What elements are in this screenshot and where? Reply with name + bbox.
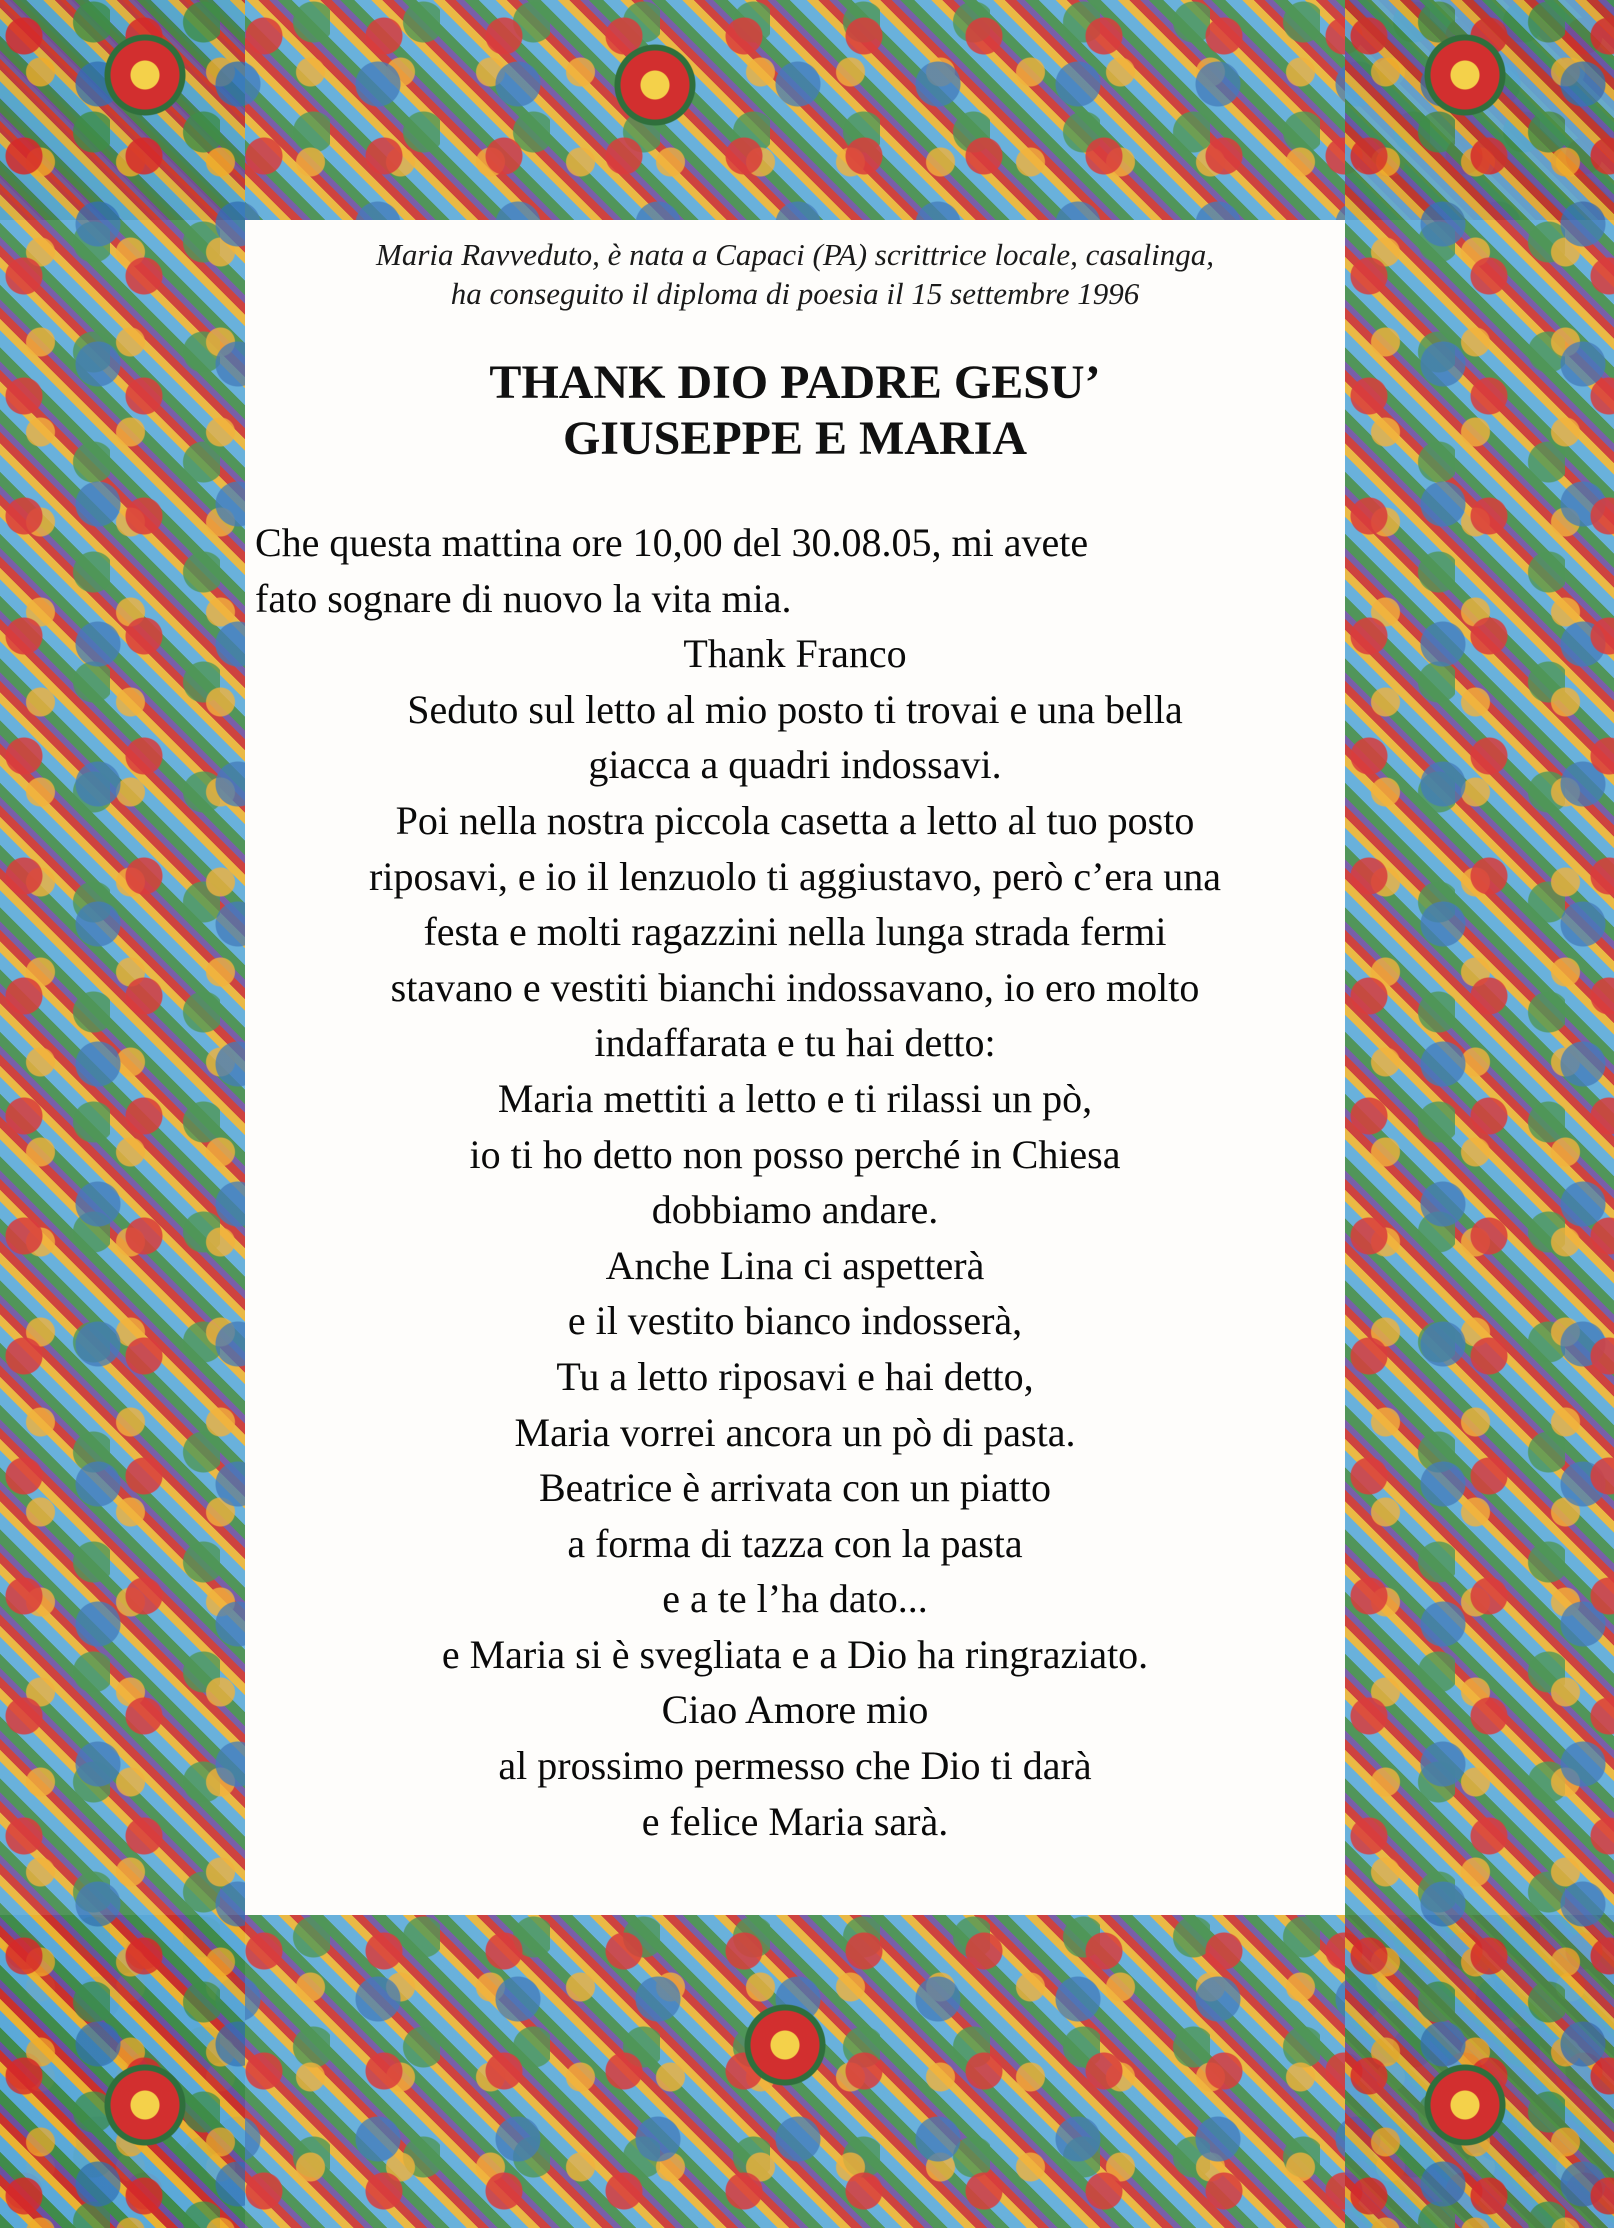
poem-line: io ti ho detto non posso perché in Chiesa	[469, 1131, 1121, 1177]
rosette-icon	[100, 2060, 190, 2150]
poem-line: riposavi, e io il lenzuolo ti aggiustavo, però c’era una	[369, 853, 1221, 899]
floral-border-left	[0, 0, 245, 2228]
poem-line: e a te l’ha dato...	[662, 1576, 928, 1622]
poem-line: Anche Lina ci aspetterà	[605, 1242, 985, 1288]
rosette-icon	[1420, 2060, 1510, 2150]
poem-title	[245, 355, 1345, 467]
poem-line: Thank Franco	[683, 631, 907, 677]
author-bio	[245, 235, 1345, 313]
rosette-icon	[610, 40, 700, 130]
poem-line: Tu a letto riposavi e hai detto,	[556, 1353, 1034, 1399]
poem-line: e il vestito bianco indosserà,	[567, 1298, 1023, 1344]
poem-line: Maria mettiti a letto e ti rilassi un pò,	[497, 1075, 1093, 1121]
title-line: GIUSEPPE E MARIA	[562, 412, 1028, 465]
poem-line: e felice Maria sarà.	[641, 1798, 949, 1844]
poem-line: Maria vorrei ancora un pò di pasta.	[514, 1409, 1076, 1455]
poem-line: giacca a quadri indossavi.	[588, 742, 1002, 788]
rosette-icon	[100, 30, 190, 120]
floral-border-right	[1345, 0, 1614, 2228]
bio-line: ha conseguito il diploma di poesia il 15 settembre 1996	[450, 276, 1140, 311]
title-line: THANK DIO PADRE GESU’	[489, 356, 1101, 409]
bio-line: Maria Ravveduto, è nata a Capaci (PA) scrittrice locale, casalinga,	[376, 237, 1214, 272]
poem-body	[245, 515, 1345, 1849]
poem-line: Ciao Amore mio	[661, 1687, 929, 1733]
poem-line: stavano e vestiti bianchi indossavano, io ero molto	[390, 964, 1200, 1010]
poem-line: a forma di tazza con la pasta	[567, 1520, 1023, 1566]
poem-line: Beatrice è arrivata con un piatto	[539, 1465, 1051, 1511]
poem-line: Poi nella nostra piccola casetta a letto al tuo posto	[395, 797, 1195, 843]
rosette-icon	[740, 2000, 830, 2090]
rosette-icon	[1420, 30, 1510, 120]
poem-line: festa e molti ragazzini nella lunga strada fermi	[423, 909, 1167, 955]
poem-line: Che questa mattina ore 10,00 del 30.08.05, mi avete	[255, 520, 1089, 565]
poem-line: indaffarata e tu hai detto:	[594, 1020, 996, 1066]
poem-line: e Maria si è svegliata e a Dio ha ringraziato.	[441, 1631, 1149, 1677]
poem-line: Seduto sul letto al mio posto ti trovai e una bella	[407, 686, 1183, 732]
poem-line: fato sognare di nuovo la vita mia.	[255, 575, 792, 621]
poem-document	[245, 235, 1345, 1849]
poem-line: al prossimo permesso che Dio ti darà	[498, 1743, 1092, 1789]
poem-line: dobbiamo andare.	[651, 1187, 939, 1233]
